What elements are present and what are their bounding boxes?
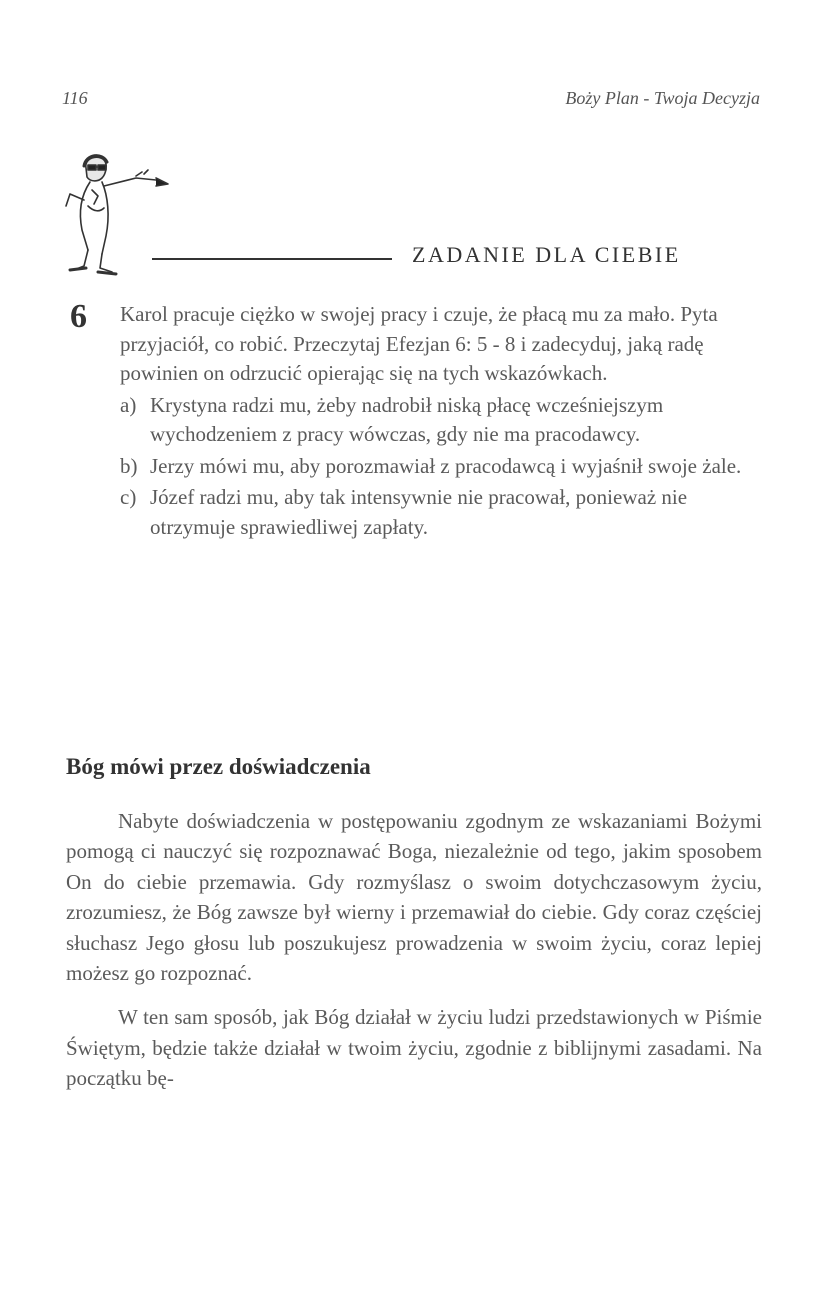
task-intro: Karol pracuje ciężko w swojej pracy i czuje, że płacą mu za mało. Pyta przyjaciół, co robić. Przeczytaj Efezjan 6: 5 - 8 i zadecyduj, jaką radę powinien on odrzucić opierając się na tych wskazówkach. xyxy=(120,302,718,385)
task-title: ZADANIE DLA CIEBIE xyxy=(412,242,681,267)
task-title-rule xyxy=(152,258,392,260)
task-number: 6 xyxy=(70,298,87,335)
pointing-man-illustration xyxy=(64,150,184,280)
task-body xyxy=(120,300,760,542)
section-body xyxy=(66,806,762,1108)
book-title: Boży Plan - Twoja Decyzja xyxy=(565,88,760,108)
option-text: Józef radzi mu, aby tak intensywnie nie pracował, ponieważ nie otrzymuje sprawiedliwej zapłaty. xyxy=(150,485,688,539)
option-text: Jerzy mówi mu, aby porozmawiał z pracodawcą i wyjaśnił swoje żale. xyxy=(150,453,742,478)
running-head xyxy=(62,88,760,114)
paragraph: Nabyte doświadczenia w postępowaniu zgodnym ze wskazaniami Bożymi pomogą ci nauczyć się rozpoznawać Boga, niezależnie od tego, jakim sposobem On do ciebie przemawia. Gdy rozmyślasz o swoim dotychczasowym życiu, zrozumiesz, że Bóg zawsze był wierny i przemawiał do ciebie. Gdy coraz częściej słuchasz Jego głosu lub poszukujesz prowadzenia w swoim życiu, coraz lepiej możesz go rozpoznać. xyxy=(66,809,762,986)
task-option-b xyxy=(120,452,760,482)
page-number: 116 xyxy=(62,88,88,108)
task-option-c xyxy=(120,483,760,542)
task-option-a xyxy=(120,391,760,450)
option-text: Krystyna radzi mu, żeby nadrobił niską płacę wcześniejszym wychodzeniem z pracy wówczas, gdy nie ma pracodawcy. xyxy=(150,392,664,446)
section-heading: Bóg mówi przez doświadczenia xyxy=(66,754,371,779)
option-label: a) xyxy=(120,392,137,417)
option-label: c) xyxy=(120,485,137,509)
option-label: b) xyxy=(120,453,138,478)
paragraph: W ten sam sposób, jak Bóg działał w życiu ludzi przedstawionych w Piśmie Świętym, będzie także działał w twoim życiu, zgodnie z biblijnymi zasadami. Na początku bę- xyxy=(66,1005,762,1091)
